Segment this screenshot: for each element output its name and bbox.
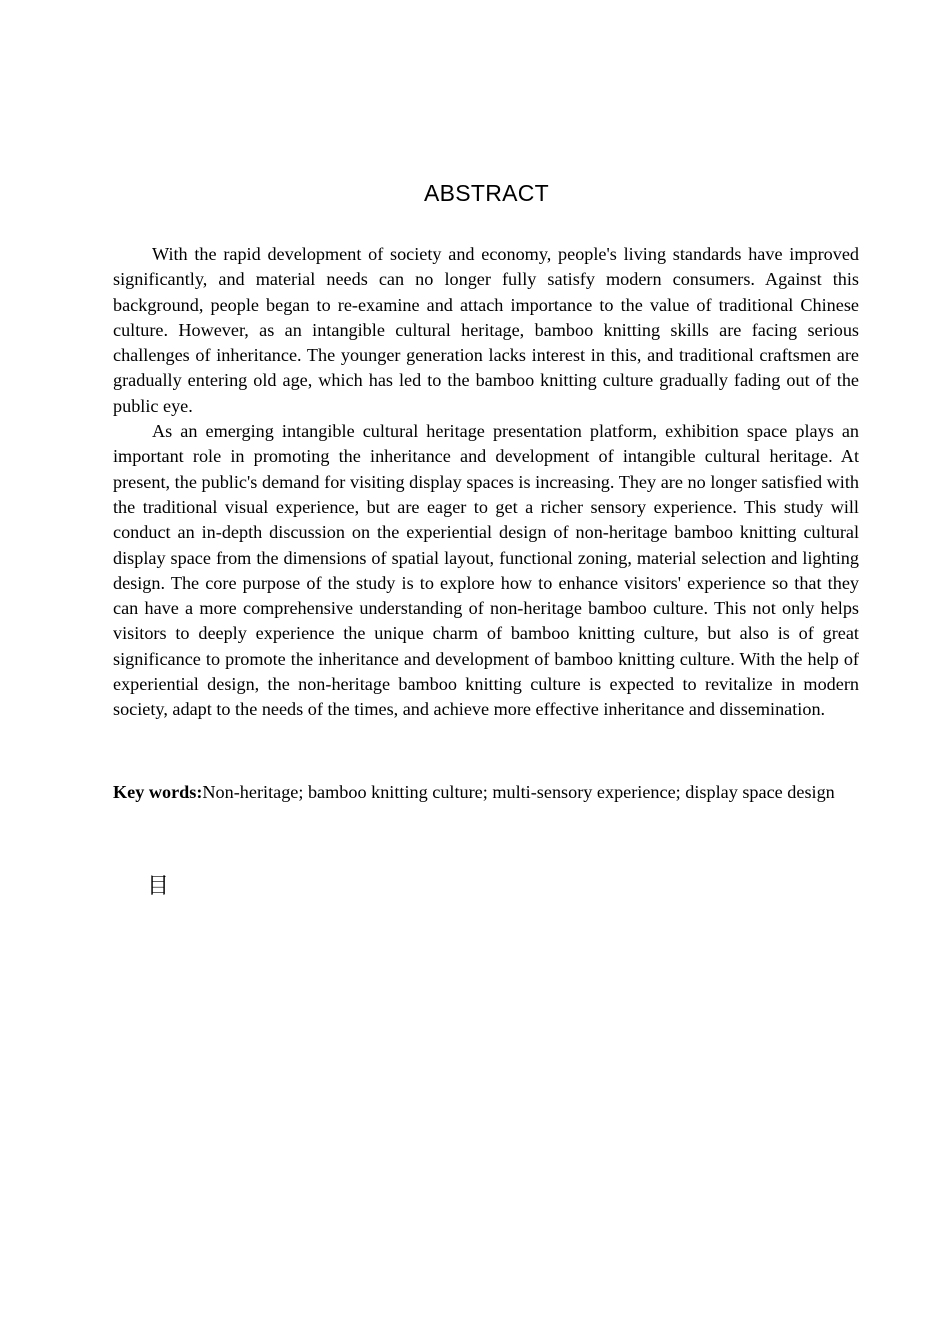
abstract-body <box>113 242 859 723</box>
keywords-label: Key words: <box>113 782 203 802</box>
keywords-line <box>113 776 859 808</box>
toc-heading-char: 目 <box>147 874 170 899</box>
keywords-text: Non-heritage; bamboo knitting culture; multi-sensory experience; display space design <box>202 782 835 802</box>
abstract-paragraph-1: With the rapid development of society and economy, people's living standards have improved significantly, and material needs can no longer fully satisfy modern consumers. Against this background, people began to re-examine and attach importance to the value of traditional Chinese culture. However, as an intangible cultural heritage, bamboo knitting skills are facing serious challenges of inheritance. The younger generation lacks interest in this, and traditional craftsmen are gradually entering old age, which has led to the bamboo knitting culture gradually fading out of the public eye. <box>113 244 859 416</box>
abstract-title: ABSTRACT <box>423 180 550 206</box>
abstract-paragraph-2: As an emerging intangible cultural heritage presentation platform, exhibition space plays an important role in promoting the inheritance and development of intangible cultural heritage. At present, the public's demand for visiting display spaces is increasing. They are no longer satisfied with the traditional visual experience, but are eager to get a richer sensory experience. This study will conduct an in-depth discussion on the experiential design of non-heritage bamboo knitting cultural display space from the dimensions of spatial layout, functional zoning, material selection and lighting design. The core purpose of the study is to explore how to enhance visitors' experience so that they can have a more comprehensive understanding of non-heritage bamboo culture. This not only helps visitors to deeply experience the unique charm of bamboo knitting culture, but also is of great significance to promote the inheritance and development of bamboo knitting culture. With the help of experiential design, the non-heritage bamboo knitting culture is expected to revitalize in modern society, adapt to the needs of the times, and achieve more effective inheritance and dissemination. <box>113 421 859 720</box>
